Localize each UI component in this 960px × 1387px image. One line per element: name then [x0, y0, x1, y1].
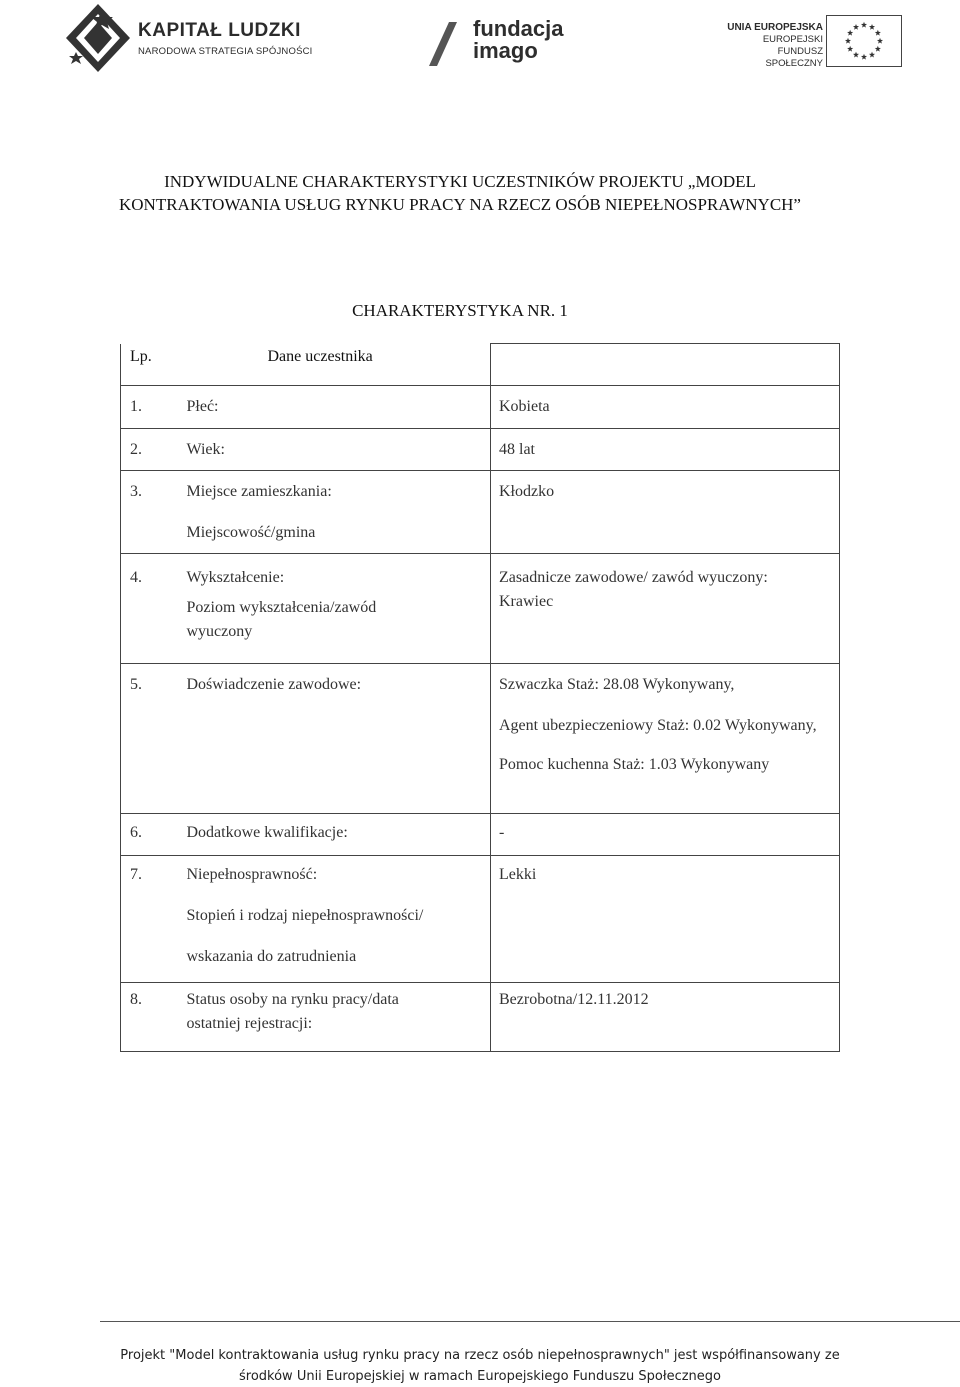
eu-star-icon: [845, 38, 851, 44]
characteristic-number: CHARAKTERYSTYKA NR. 1: [352, 301, 568, 320]
row-number: 1.: [121, 386, 178, 429]
eu-star-icon: [861, 22, 867, 28]
row-value: Kobieta: [491, 386, 840, 429]
row-value: Bezrobotna/12.11.2012: [491, 983, 840, 1052]
unia-europejska-logo: [718, 12, 908, 72]
row-number: 2.: [121, 429, 178, 471]
row-value: Zasadnicze zawodowe/ zawód wyuczony: Krawiec: [491, 554, 840, 664]
eu-star-icon: [861, 54, 867, 60]
ue-text: [718, 22, 823, 70]
eu-star-icon: [875, 46, 881, 52]
ue-line2: EUROPEJSKI: [762, 34, 823, 45]
imago-word: imago: [473, 38, 538, 63]
row-number: 7.: [121, 856, 178, 983]
row-label: Status osoby na rynku pracy/data ostatniej rejestracji:: [178, 983, 491, 1052]
row-label: Doświadczenie zawodowe:: [178, 664, 491, 814]
row-value: 48 lat: [491, 429, 840, 471]
table-row: [121, 554, 840, 664]
row-label: Wykształcenie:: [186, 569, 285, 586]
kapital-ludzki-subtitle: NARODOWA STRATEGIA SPÓJNOŚCI: [138, 46, 313, 57]
participant-table: [120, 343, 840, 1052]
row-sublabel: Poziom wykształcenia/zawód wyuczony: [186, 599, 377, 640]
fundacja-imago-text: [473, 18, 563, 62]
fundacja-imago-logo: [425, 14, 585, 74]
row-label-cell: [178, 554, 491, 664]
eu-flag-icon: [826, 15, 902, 67]
row-label-cell: [178, 471, 491, 554]
eu-star-icon: [877, 38, 883, 44]
footer-divider: [100, 1321, 960, 1322]
table-row: [121, 471, 840, 554]
row-number: 4.: [121, 554, 178, 664]
row-value-cell: [491, 664, 840, 814]
document-title: INDYWIDUALNE CHARAKTERYSTYKI UCZESTNIKÓW PROJEKTU „MODEL KONTRAKTOWANIA USŁUG RYNKU PRACY NA RZECZ OSÓB NIEPEŁNOSPRAWNYCH”: [119, 172, 801, 214]
row-value: Kłodzko: [491, 471, 840, 554]
experience-item: Szwaczka Staż: 28.08 Wykonywany,: [499, 676, 735, 693]
eu-star-icon: [875, 30, 881, 36]
eu-star-icon: [853, 24, 859, 30]
experience-item: Pomoc kuchenna Staż: 1.03 Wykonywany: [499, 756, 770, 773]
row-sublabel: Stopień i rodzaj niepełnosprawności/: [186, 907, 424, 924]
eu-star-icon: [847, 30, 853, 36]
row-label: Miejsce zamieszkania:: [186, 483, 332, 500]
row-label-cell: [178, 856, 491, 983]
header-lp: Lp.: [121, 344, 178, 386]
row-sublabel: wskazania do zatrudnienia: [186, 948, 357, 965]
row-value: -: [491, 814, 840, 856]
kapital-ludzki-title: KAPITAŁ LUDZKI: [138, 20, 301, 41]
table-row: [121, 983, 840, 1052]
footer-line-2: środków Unii Europejskiej w ramach Europejskiego Funduszu Społecznego: [239, 1369, 721, 1384]
table-row: [121, 429, 840, 471]
eu-star-icon: [853, 52, 859, 58]
row-label: Płeć:: [178, 386, 491, 429]
experience-item: Agent ubezpieczeniowy Staż: 0.02 Wykonywany,: [499, 717, 817, 734]
eu-star-icon: [869, 24, 875, 30]
row-number: 5.: [121, 664, 178, 814]
row-label: Dodatkowe kwalifikacje:: [178, 814, 491, 856]
row-sublabel: Miejscowość/gmina: [186, 524, 316, 541]
table-row: [121, 856, 840, 983]
kapital-ludzki-emblem-icon: [62, 2, 134, 74]
row-number: 3.: [121, 471, 178, 554]
row-label: Wiek:: [178, 429, 491, 471]
slash-icon: [425, 20, 461, 68]
header-data: Dane uczestnika: [178, 344, 491, 386]
ue-line3: FUNDUSZ SPOŁECZNY: [765, 46, 823, 69]
header-empty: [491, 344, 840, 386]
row-label: Niepełnosprawność:: [186, 866, 318, 883]
table-header-row: [121, 344, 840, 386]
row-number: 6.: [121, 814, 178, 856]
row-number: 8.: [121, 983, 178, 1052]
table-row: [121, 814, 840, 856]
table-row: [121, 386, 840, 429]
eu-star-icon: [847, 46, 853, 52]
kapital-ludzki-logo: [62, 2, 312, 74]
row-value: Lekki: [491, 856, 840, 983]
ue-line1: UNIA EUROPEJSKA: [727, 22, 823, 33]
eu-star-icon: [869, 52, 875, 58]
footer-line-1: Projekt "Model kontraktowania usług rynku pracy na rzecz osób niepełnosprawnych" jest współfinansowany ze: [120, 1348, 840, 1363]
fundacja-word: fundacja: [473, 16, 564, 41]
table-row: [121, 664, 840, 814]
